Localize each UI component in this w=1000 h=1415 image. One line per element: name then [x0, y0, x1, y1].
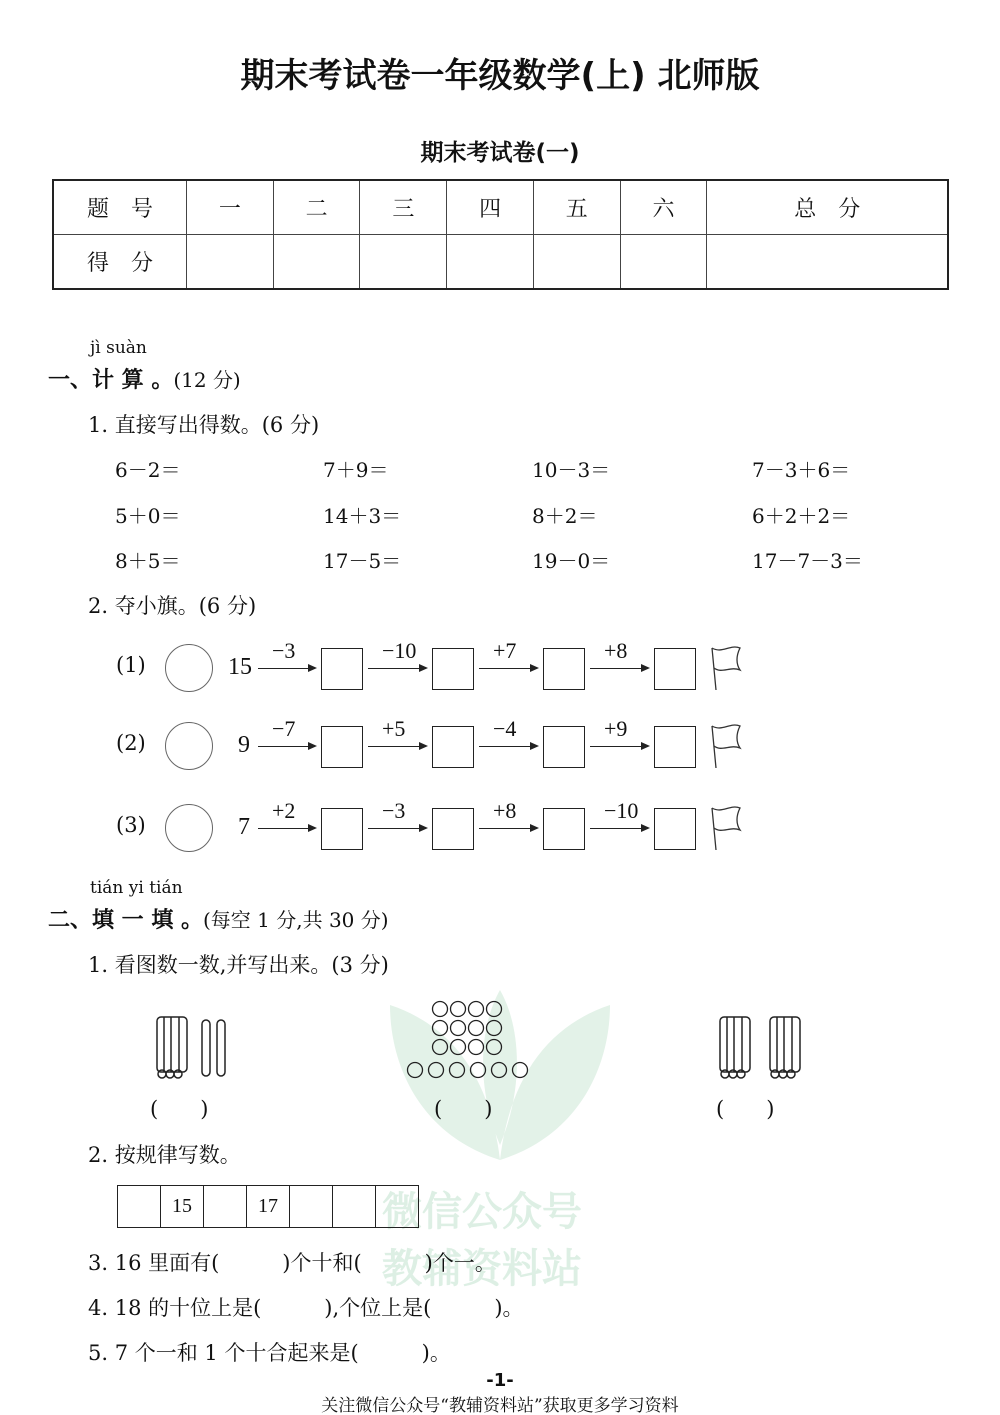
points: (每空 1 分,共 30 分): [202, 908, 389, 932]
arrow-icon: [368, 746, 426, 747]
answer-box[interactable]: [543, 726, 585, 768]
answer-box[interactable]: [432, 808, 474, 850]
page-number: -1-: [486, 1370, 514, 1391]
circle-mark: [469, 1040, 484, 1055]
score-header-cell: 一: [187, 180, 274, 235]
score-header-cell: 五: [533, 180, 620, 235]
sequence-cell: 17: [247, 1186, 290, 1227]
score-header-cell: 六: [620, 180, 707, 235]
bundle-sticks-icon: [152, 1012, 237, 1082]
arrow-icon: [479, 828, 537, 829]
arrow-icon: [258, 828, 315, 829]
equation: 8＋2＝: [532, 504, 598, 528]
score-cell[interactable]: [187, 235, 274, 290]
equation: 8＋5＝: [115, 549, 181, 573]
section1-pinyin: jì suàn: [90, 338, 147, 358]
chain-label: (3): [116, 813, 146, 837]
circle-mark: [429, 1063, 444, 1078]
answer-box[interactable]: [321, 726, 363, 768]
score-cell[interactable]: [707, 235, 948, 290]
chain-operation: −10: [604, 798, 639, 823]
watermark: 微信公众号 教辅资料站: [382, 1189, 582, 1292]
arrow-icon: [590, 746, 648, 747]
flag-icon: [708, 722, 744, 770]
chain-operation: +7: [493, 638, 517, 663]
equation: 14＋3＝: [323, 504, 402, 528]
circle-mark: [492, 1063, 507, 1078]
chain-operation: −10: [382, 638, 417, 663]
answer-box[interactable]: [654, 648, 696, 690]
circles-icon: [403, 998, 548, 1083]
sequence-cell[interactable]: [118, 1186, 161, 1227]
flag-icon: [708, 804, 744, 852]
answer-box[interactable]: [432, 648, 474, 690]
score-header-cell: 二: [273, 180, 360, 235]
arrow-icon: [258, 746, 315, 747]
score-row-label: 得 分: [53, 235, 187, 290]
answer-blank-2[interactable]: ( ): [434, 1097, 493, 1121]
arrow-icon: [258, 668, 315, 669]
sequence-boxes: [117, 1185, 419, 1228]
sequence-cell[interactable]: [290, 1186, 333, 1227]
chain-operation: −3: [272, 638, 296, 663]
equation: 5＋0＝: [115, 504, 181, 528]
page-title: 期末考试卷一年级数学(上) 北师版: [240, 56, 760, 96]
chain-label: (2): [116, 731, 146, 755]
two-bundles-icon: [715, 1012, 810, 1082]
circle-mark: [451, 1040, 466, 1055]
score-cell[interactable]: [273, 235, 360, 290]
equation: 17－5＝: [323, 549, 402, 573]
circle-mark: [451, 1002, 466, 1017]
question-2-1: 1. 看图数一数,并写出来。(3 分): [88, 953, 389, 977]
answer-box[interactable]: [432, 726, 474, 768]
chain-operation: +8: [604, 638, 628, 663]
section1-heading: [48, 363, 241, 394]
circle-mark: [471, 1063, 486, 1078]
answer-box[interactable]: [654, 726, 696, 768]
equation: 19－0＝: [532, 549, 611, 573]
sequence-cell: 15: [161, 1186, 204, 1227]
score-header-cell: 四: [447, 180, 534, 235]
circle-mark: [433, 1002, 448, 1017]
question-2-3: 3. 16 里面有( )个十和( )个一。: [88, 1251, 496, 1275]
score-header-cell: 总 分: [707, 180, 948, 235]
score-table: [52, 179, 949, 290]
circle-mark: [451, 1021, 466, 1036]
circle-mark: [469, 1021, 484, 1036]
equation: 7－3＋6＝: [752, 458, 851, 482]
sequence-cell[interactable]: [376, 1186, 418, 1227]
points: (12 分): [173, 368, 241, 392]
footer-note: 关注微信公众号“教辅资料站”获取更多学习资料: [321, 1396, 679, 1415]
chain-label: (1): [116, 653, 146, 677]
answer-blank-1[interactable]: ( ): [150, 1097, 209, 1121]
score-header-cell: 题 号: [53, 180, 187, 235]
score-cell[interactable]: [533, 235, 620, 290]
heading-text: 二、填 一 填 。: [48, 908, 203, 933]
answer-blank-3[interactable]: ( ): [716, 1097, 775, 1121]
equation: 6＋2＋2＝: [752, 504, 851, 528]
arrow-icon: [479, 746, 537, 747]
question-2-2: 2. 按规律写数。: [88, 1143, 241, 1167]
equation: 6－2＝: [115, 458, 181, 482]
circle-mark: [513, 1063, 528, 1078]
question-1-2: 2. 夺小旗。(6 分): [88, 594, 257, 618]
cat-icon: [165, 722, 213, 770]
arrow-icon: [590, 828, 648, 829]
question-2-5: 5. 7 个一和 1 个十合起来是( )。: [88, 1341, 451, 1365]
flag-icon: [708, 644, 744, 692]
score-header-cell: 三: [360, 180, 447, 235]
circle-mark: [469, 1002, 484, 1017]
circle-mark: [487, 1021, 502, 1036]
answer-box[interactable]: [654, 808, 696, 850]
circle-mark: [450, 1063, 465, 1078]
chain-start-number: 9: [238, 732, 250, 758]
exam-subtitle: 期末考试卷(一): [420, 140, 580, 166]
circle-mark: [487, 1040, 502, 1055]
score-cell[interactable]: [620, 235, 707, 290]
section2-heading: [48, 903, 389, 934]
chain-operation: +2: [272, 798, 296, 823]
score-cell[interactable]: [447, 235, 534, 290]
equation: 17－7－3＝: [752, 549, 863, 573]
arrow-icon: [479, 668, 537, 669]
frog-icon: [165, 644, 213, 692]
answer-box[interactable]: [321, 648, 363, 690]
chain-operation: +8: [493, 798, 517, 823]
chain-start-number: 15: [228, 654, 252, 680]
arrow-icon: [590, 668, 648, 669]
bird-icon: [165, 804, 213, 852]
circle-mark: [408, 1063, 423, 1078]
chain-operation: −4: [493, 716, 517, 741]
heading-text: 一、计 算 。: [48, 368, 174, 393]
score-cell[interactable]: [360, 235, 447, 290]
circle-mark: [487, 1002, 502, 1017]
arrow-icon: [368, 828, 426, 829]
chain-operation: −7: [272, 716, 296, 741]
answer-box[interactable]: [543, 648, 585, 690]
equation: 10－3＝: [532, 458, 611, 482]
arrow-icon: [368, 668, 426, 669]
sequence-cell[interactable]: [333, 1186, 376, 1227]
chain-operation: −3: [382, 798, 406, 823]
answer-box[interactable]: [321, 808, 363, 850]
question-2-4: 4. 18 的十位上是( ),个位上是( )。: [88, 1296, 524, 1320]
circle-mark: [433, 1021, 448, 1036]
answer-box[interactable]: [543, 808, 585, 850]
question-1-1: 1. 直接写出得数。(6 分): [88, 413, 320, 437]
chain-operation: +9: [604, 716, 628, 741]
chain-operation: +5: [382, 716, 406, 741]
section2-pinyin: tián yi tián: [90, 878, 183, 898]
circle-mark: [433, 1040, 448, 1055]
sequence-cell[interactable]: [204, 1186, 247, 1227]
equation: 7＋9＝: [323, 458, 389, 482]
chain-start-number: 7: [238, 814, 250, 840]
